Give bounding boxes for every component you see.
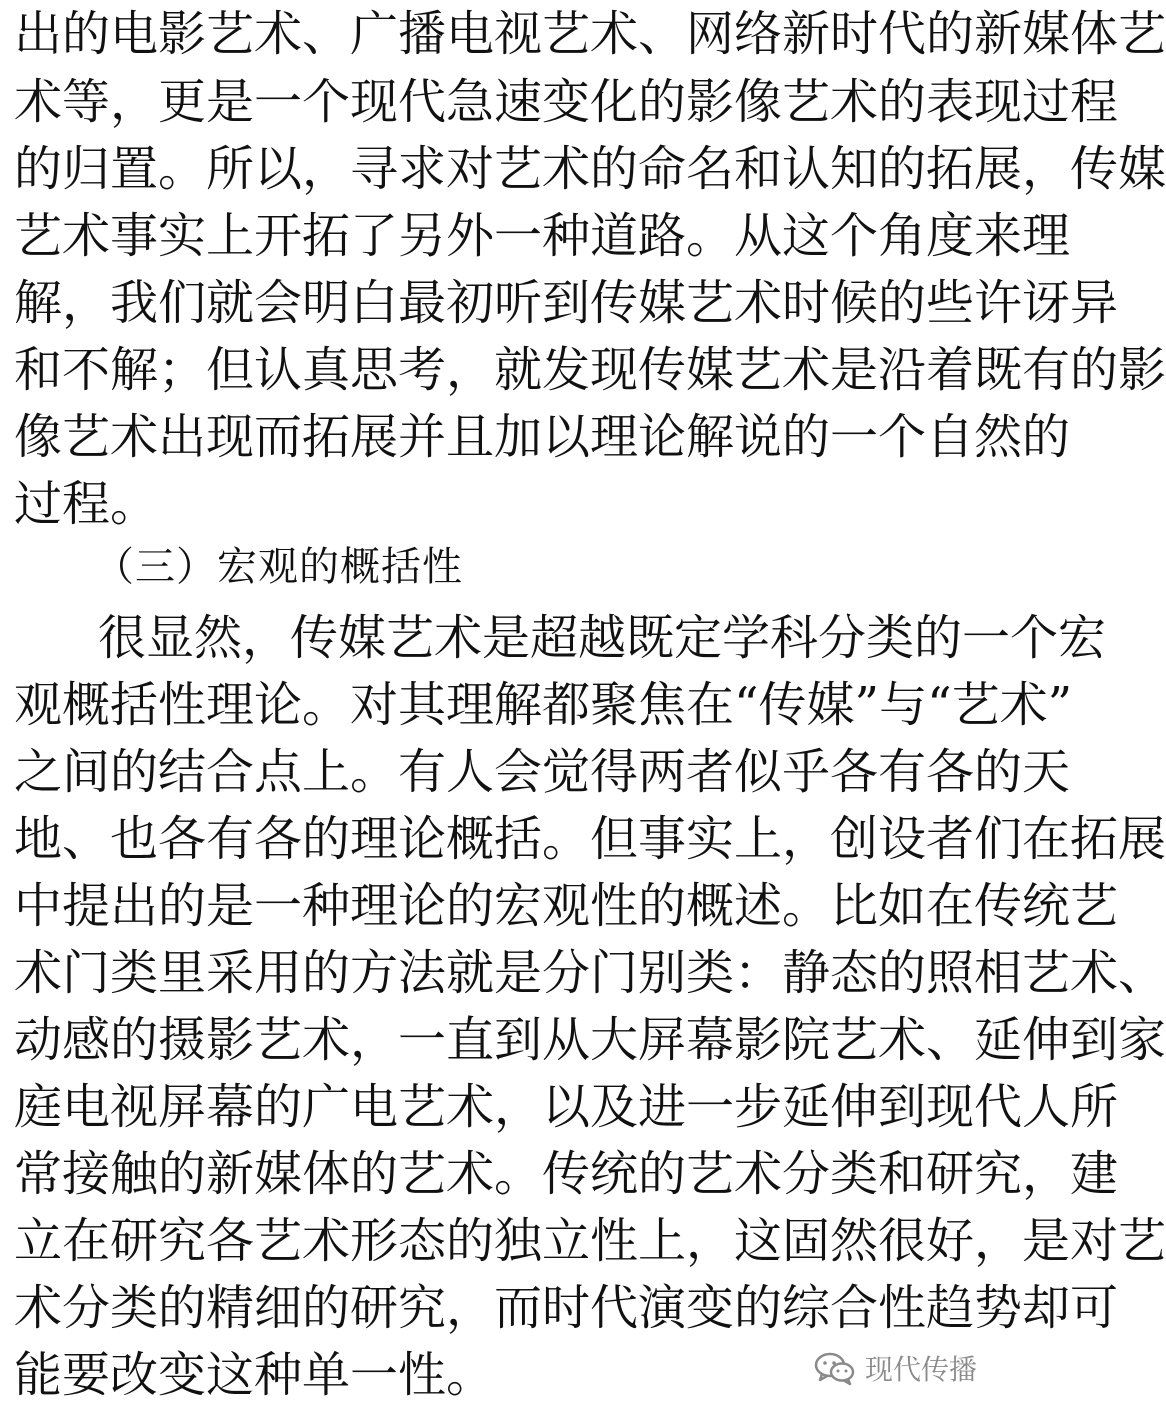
wechat-icon xyxy=(813,1350,857,1386)
paragraph-line: 能要改变这种单一性。 xyxy=(14,1347,495,1403)
paragraph-line: 术门类里采用的方法就是分门别类：静态的照相艺术、 xyxy=(14,945,1166,1001)
paragraph-line: 之间的结合点上。有人会觉得两者似乎各有各的天 xyxy=(14,744,1071,800)
paragraph-line: 立在研究各艺术形态的独立性上，这固然很好，是对艺 xyxy=(14,1213,1166,1269)
paragraph-line: 出的电影艺术、广播电视艺术、网络新时代的新媒体艺 xyxy=(14,6,1166,62)
paragraph-line: 的归置。所以，寻求对艺术的命名和认知的拓展，传媒 xyxy=(14,141,1166,197)
watermark-text: 现代传播 xyxy=(864,1353,977,1386)
paragraph-line: 和不解；但认真思考，就发现传媒艺术是沿着既有的影 xyxy=(14,342,1166,398)
paragraph-line: 像艺术出现而拓展并且加以理论解说的一个自然的 xyxy=(14,409,1071,465)
paragraph-line: 地、也各有各的理论概括。但事实上，创设者们在拓展 xyxy=(14,811,1166,867)
paragraph-line: 艺术事实上开拓了另外一种道路。从这个角度来理 xyxy=(14,208,1071,264)
paragraph-line: 解，我们就会明白最初听到传媒艺术时候的些许讶异 xyxy=(14,275,1119,331)
paragraph-line: 观概括性理论。对其理解都聚焦在“传媒”与“艺术” xyxy=(14,677,1073,733)
paragraph-line: 过程。 xyxy=(14,476,159,532)
watermark xyxy=(813,1346,977,1390)
paragraph-line: 很显然，传媒艺术是超越既定学科分类的一个宏 xyxy=(98,610,1107,666)
paragraph-line: 庭电视屏幕的广电艺术，以及进一步延伸到现代人所 xyxy=(14,1079,1119,1135)
paragraph-line: 中提出的是一种理论的宏观性的概述。比如在传统艺 xyxy=(14,878,1119,934)
paragraph-line: 术分类的精细的研究，而时代演变的综合性趋势却可 xyxy=(14,1280,1119,1336)
paragraph-line: 常接触的新媒体的艺术。传统的艺术分类和研究，建 xyxy=(14,1146,1119,1202)
paragraph-line: 动感的摄影艺术，一直到从大屏幕影院艺术、延伸到家 xyxy=(14,1012,1166,1068)
paragraph-line: 术等，更是一个现代急速变化的影像艺术的表现过程 xyxy=(14,74,1119,130)
section-heading: （三）宏观的概括性 xyxy=(94,544,463,590)
